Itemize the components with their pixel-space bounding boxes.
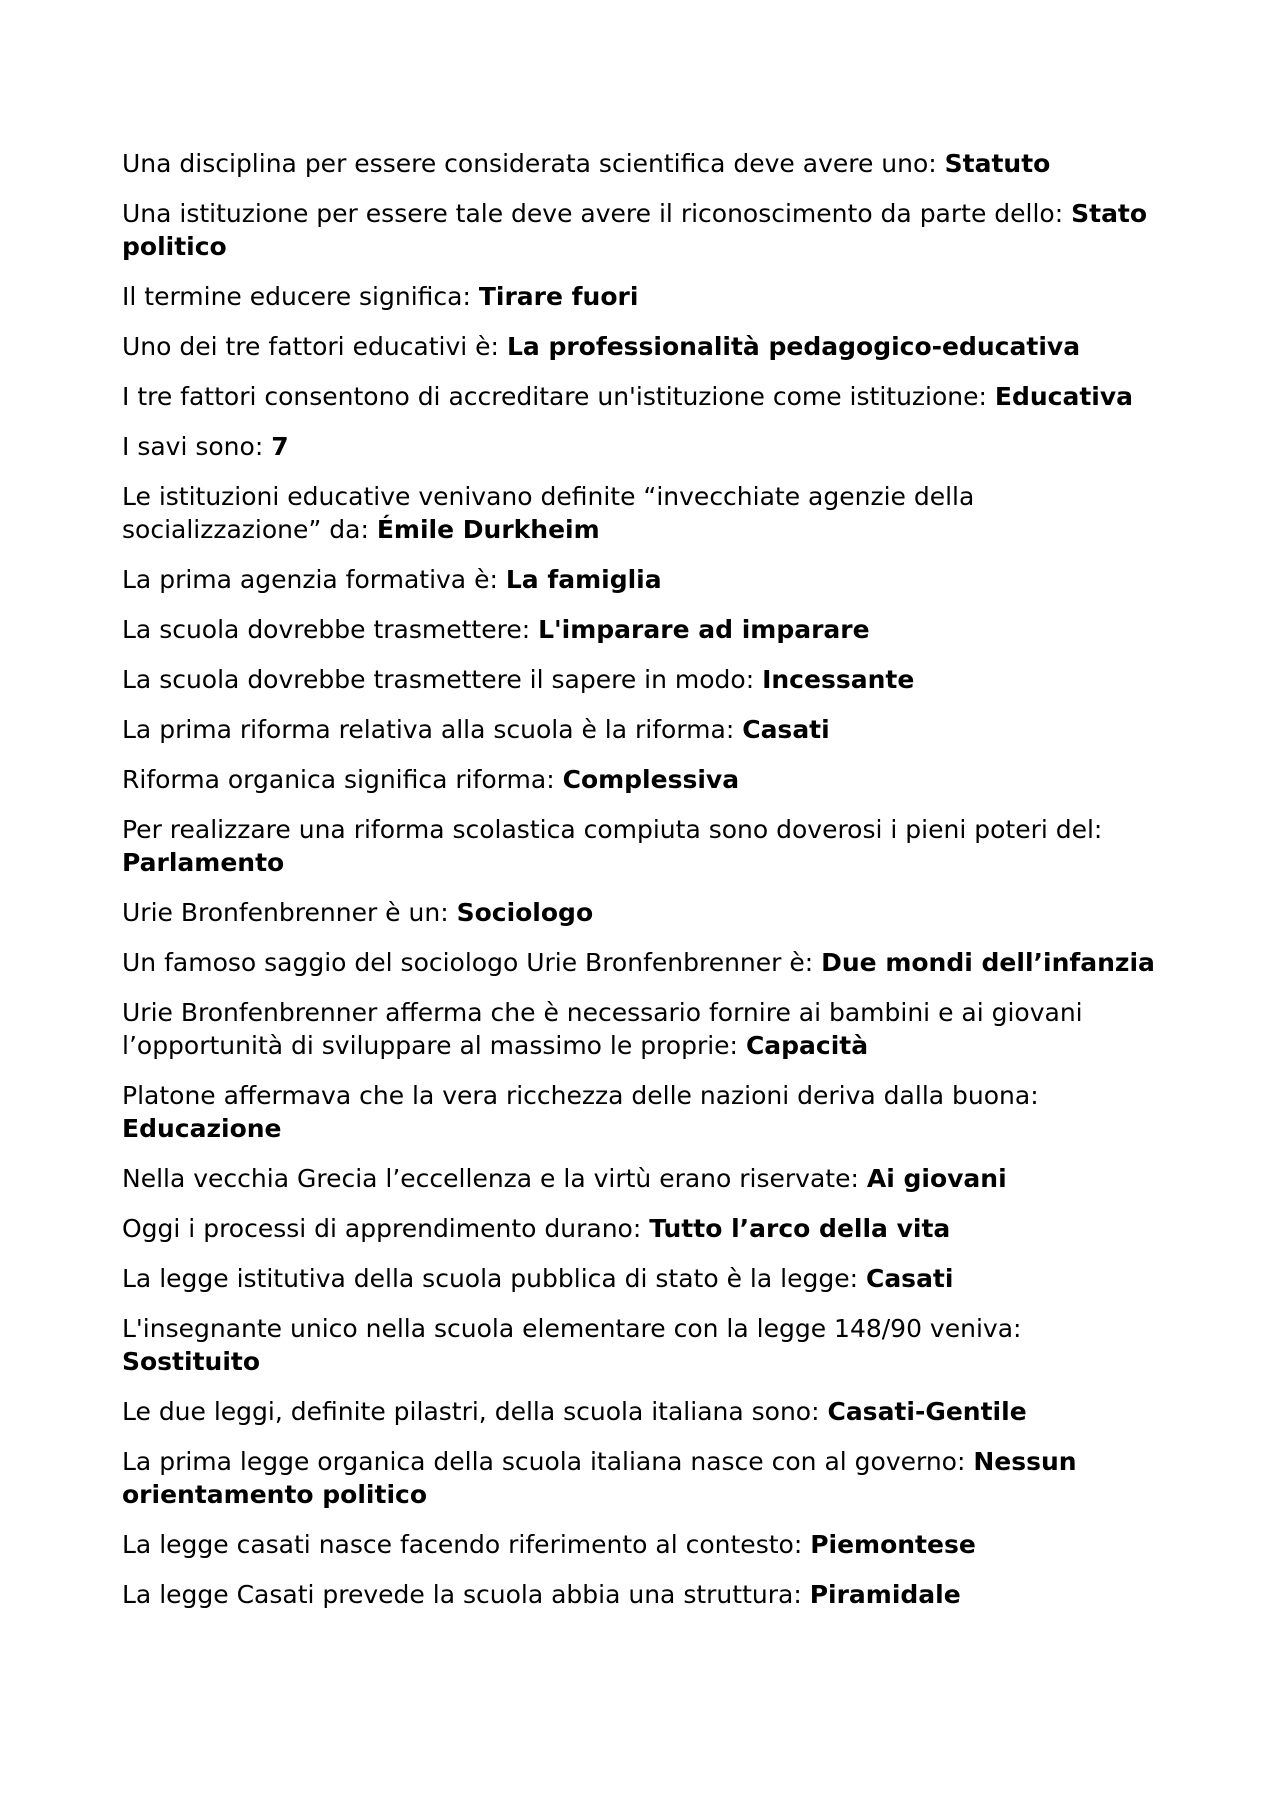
answer-text: Casati-Gentile — [827, 1397, 1027, 1426]
question-text: Per realizzare una riforma scolastica compiuta sono doverosi i pieni poteri del: — [122, 815, 1103, 844]
qa-item — [122, 713, 1162, 746]
qa-item — [122, 763, 1162, 796]
question-text: Il termine educere significa: — [122, 282, 479, 311]
answer-text: Casati — [742, 715, 830, 744]
answer-text: Parlamento — [122, 848, 285, 877]
document-page — [122, 147, 1162, 1628]
answer-text: Piemontese — [810, 1530, 976, 1559]
answer-text: Capacità — [745, 1031, 869, 1060]
question-text: Platone affermava che la vera ricchezza delle nazioni deriva dalla buona: — [122, 1081, 1039, 1110]
answer-text: Due mondi dell’infanzia — [821, 948, 1155, 977]
qa-item — [122, 380, 1162, 413]
answer-text: Sociologo — [456, 898, 594, 927]
question-text: La legge istitutiva della scuola pubblica di stato è la legge: — [122, 1264, 866, 1293]
qa-item — [122, 197, 1162, 263]
qa-item — [122, 663, 1162, 696]
answer-text: Casati — [865, 1264, 954, 1293]
answer-text: L'imparare ad imparare — [538, 615, 870, 644]
qa-item — [122, 330, 1162, 363]
question-text: La prima riforma relativa alla scuola è la riforma: — [122, 715, 743, 744]
qa-item — [122, 430, 1162, 463]
question-text: Urie Bronfenbrenner afferma che è necessario fornire ai bambini e ai giovani l’opportunità di sviluppare al massimo le proprie: — [122, 998, 1083, 1060]
answer-text: Sostituito — [122, 1347, 261, 1376]
qa-item — [122, 613, 1162, 646]
question-text: Nella vecchia Grecia l’eccellenza e la virtù erano riservate: — [122, 1164, 867, 1193]
answer-text: Educativa — [994, 382, 1134, 411]
qa-item — [122, 1578, 1162, 1611]
question-text: Le istituzioni educative venivano definite “invecchiate agenzie della socializzazione” da: — [122, 482, 975, 544]
question-text: Una disciplina per essere considerata scientifica deve avere uno: — [122, 149, 945, 178]
qa-item — [122, 946, 1162, 979]
qa-item — [122, 996, 1162, 1062]
answer-text: Tirare fuori — [478, 282, 639, 311]
question-text: Una istituzione per essere tale deve avere il riconoscimento da parte dello: — [122, 199, 1072, 228]
qa-item — [122, 1262, 1162, 1295]
qa-item — [122, 1212, 1162, 1245]
question-text: Urie Bronfenbrenner è un: — [122, 898, 457, 927]
qa-item — [122, 563, 1162, 596]
answer-text: Educazione — [122, 1114, 282, 1143]
answer-text: Complessiva — [562, 765, 740, 794]
qa-item — [122, 480, 1162, 546]
answer-text: Incessante — [762, 665, 915, 694]
answer-text: Ai giovani — [866, 1164, 1007, 1193]
answer-text: Piramidale — [809, 1580, 961, 1609]
qa-item — [122, 1528, 1162, 1561]
question-text: La prima legge organica della scuola italiana nasce con al governo: — [122, 1447, 974, 1476]
qa-item — [122, 147, 1162, 180]
qa-item — [122, 896, 1162, 929]
question-text: La scuola dovrebbe trasmettere il sapere in modo: — [122, 665, 763, 694]
question-text: Oggi i processi di apprendimento durano: — [122, 1214, 650, 1243]
question-text: I savi sono: — [122, 432, 272, 461]
answer-text: 7 — [271, 432, 289, 461]
question-text: I tre fattori consentono di accreditare un'istituzione come istituzione: — [122, 382, 995, 411]
qa-item — [122, 1312, 1162, 1378]
qa-item — [122, 1162, 1162, 1195]
qa-item — [122, 1079, 1162, 1145]
answer-text: La famiglia — [505, 565, 662, 594]
question-text: Uno dei tre fattori educativi è: — [122, 332, 507, 361]
qa-item — [122, 813, 1162, 879]
question-text: Riforma organica significa riforma: — [122, 765, 563, 794]
question-text: La prima agenzia formativa è: — [122, 565, 506, 594]
question-text: La scuola dovrebbe trasmettere: — [122, 615, 539, 644]
answer-text: Statuto — [944, 149, 1051, 178]
answer-text: Nessun orientamento politico — [122, 1447, 1077, 1509]
qa-item — [122, 1445, 1162, 1511]
qa-item — [122, 1395, 1162, 1428]
answer-text: Stato politico — [122, 199, 1148, 261]
answer-text: La professionalità pedagogico-educativa — [506, 332, 1081, 361]
question-text: La legge Casati prevede la scuola abbia una struttura: — [122, 1580, 810, 1609]
answer-text: Tutto l’arco della vita — [649, 1214, 951, 1243]
qa-item — [122, 280, 1162, 313]
question-text: La legge casati nasce facendo riferimento al contesto: — [122, 1530, 811, 1559]
question-text: L'insegnante unico nella scuola elementare con la legge 148/90 veniva: — [122, 1314, 1022, 1343]
question-text: Le due leggi, definite pilastri, della scuola italiana sono: — [122, 1397, 828, 1426]
answer-text: Émile Durkheim — [376, 515, 600, 544]
question-text: Un famoso saggio del sociologo Urie Bronfenbrenner è: — [122, 948, 822, 977]
